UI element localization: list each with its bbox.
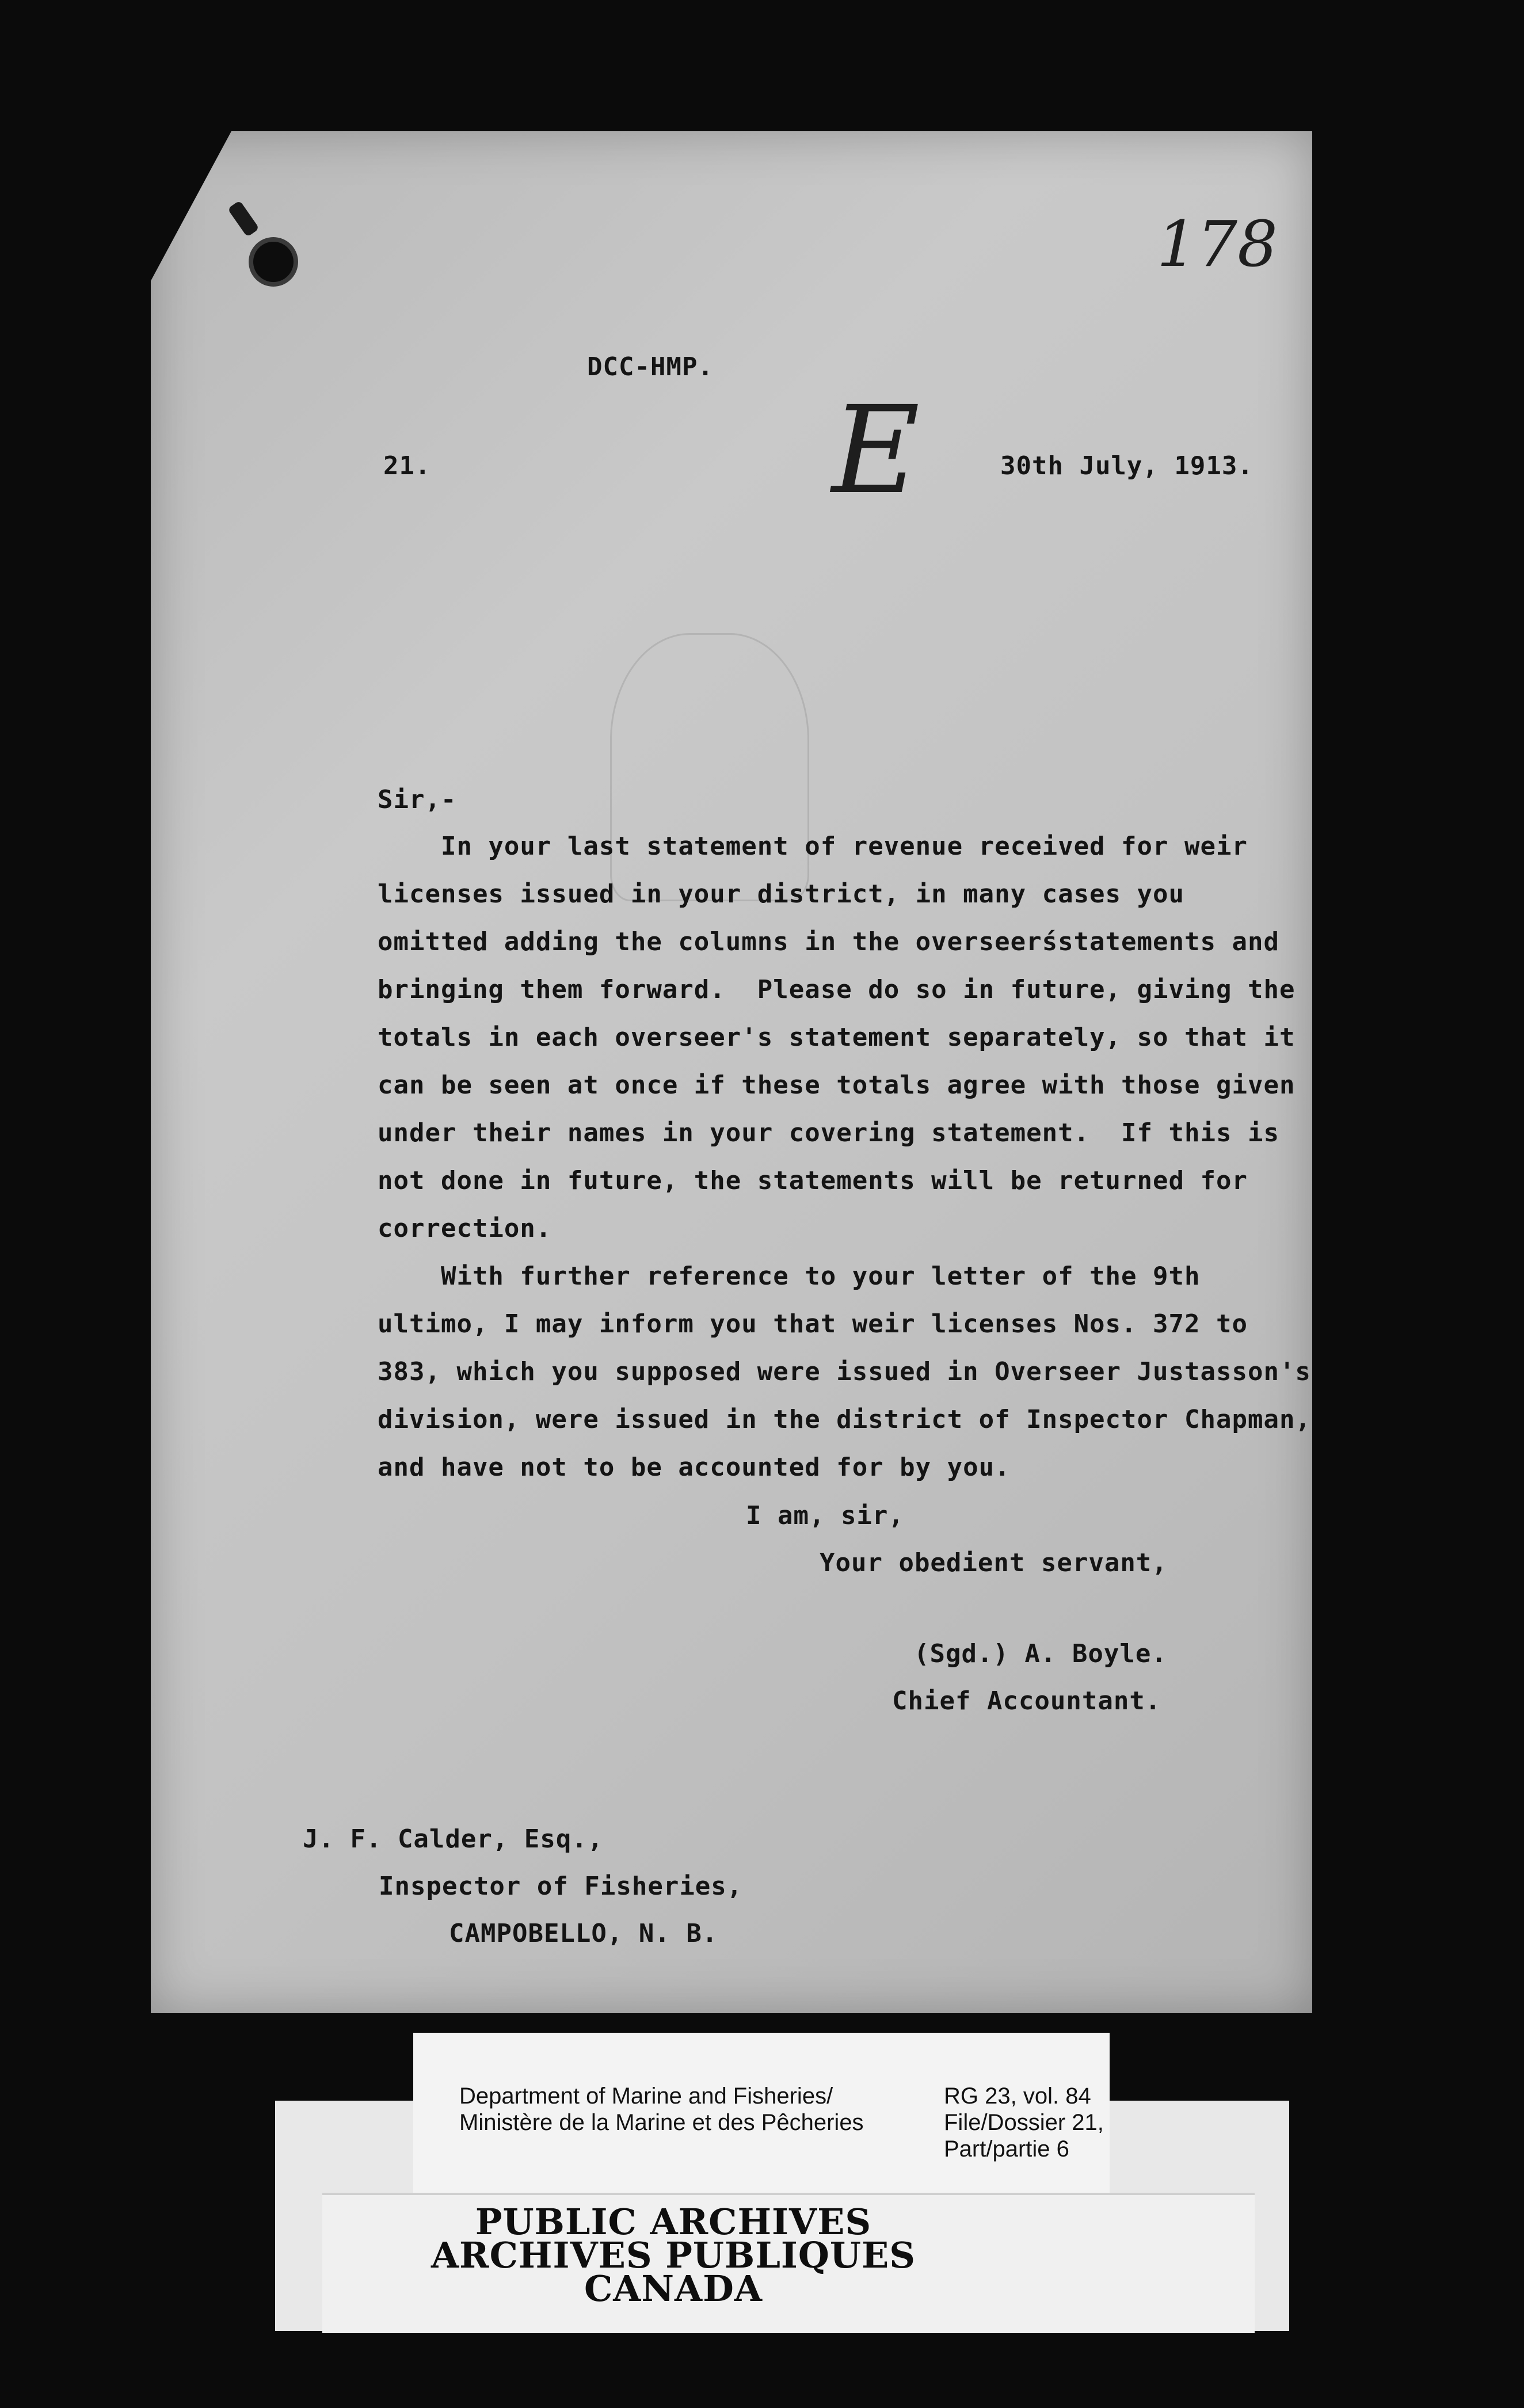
body-line: With further reference to your letter of the 9th xyxy=(378,1262,1201,1291)
body-line: can be seen at once if these totals agree with those given xyxy=(378,1070,1296,1100)
body-line: and have not to be accounted for by you. xyxy=(378,1453,1011,1482)
signature: (Sgd.) A. Boyle. xyxy=(914,1639,1167,1668)
body-line: correction. xyxy=(378,1214,552,1243)
department-french: Ministère de la Marine et des Pêcheries xyxy=(459,2110,864,2135)
body-line: not done in future, the statements will be returned for xyxy=(378,1166,1248,1195)
body-line: 383, which you supposed were issued in Overseer Justasson's xyxy=(378,1357,1311,1386)
signer-title: Chief Accountant. xyxy=(892,1686,1161,1716)
salutation: Sir,- xyxy=(378,785,457,814)
addressee-name: J. F. Calder, Esq., xyxy=(303,1824,604,1854)
part-partie: Part/partie 6 xyxy=(944,2136,1069,2162)
reference-code: DCC-HMP. xyxy=(587,352,714,382)
handwritten-mark: E xyxy=(832,380,920,521)
addressee-title: Inspector of Fisheries, xyxy=(379,1872,743,1901)
folded-corner xyxy=(151,131,231,281)
department-english: Department of Marine and Fisheries/ xyxy=(459,2083,833,2109)
body-line: bringing them forward. Please do so in future, giving the xyxy=(378,975,1296,1004)
file-number: 21. xyxy=(383,451,431,481)
archive-stamp-line-3: CANADA xyxy=(584,2268,763,2310)
record-group: RG 23, vol. 84 xyxy=(944,2083,1091,2109)
addressee-place: CAMPOBELLO, N. B. xyxy=(449,1919,718,1948)
archive-stamp-line-1: PUBLIC ARCHIVES xyxy=(475,2201,872,2243)
closing-line-2: Your obedient servant, xyxy=(820,1548,1168,1578)
body-line: under their names in your covering statement. If this is xyxy=(378,1118,1279,1148)
body-line: omitted adding the columns in the overseerśstatements and xyxy=(378,927,1279,957)
body-line: In your last statement of revenue received for weir xyxy=(378,832,1248,861)
body-line: division, were issued in the district of Inspector Chapman, xyxy=(378,1405,1311,1434)
archive-stamp-line-2: ARCHIVES PUBLIQUES xyxy=(430,2234,916,2276)
letter-date: 30th July, 1913. xyxy=(1000,451,1254,481)
folio-number: 178 xyxy=(1157,207,1278,281)
body-line: licenses issued in your district, in many cases you xyxy=(378,879,1185,909)
file-dossier: File/Dossier 21, xyxy=(944,2110,1104,2135)
faint-watermark xyxy=(610,633,809,901)
body-line: ultimo, I may inform you that weir licenses Nos. 372 to xyxy=(378,1309,1248,1339)
punch-hole xyxy=(253,242,294,282)
body-line: totals in each overseer's statement separately, so that it xyxy=(378,1023,1296,1052)
closing-line-1: I am, sir, xyxy=(746,1501,904,1530)
